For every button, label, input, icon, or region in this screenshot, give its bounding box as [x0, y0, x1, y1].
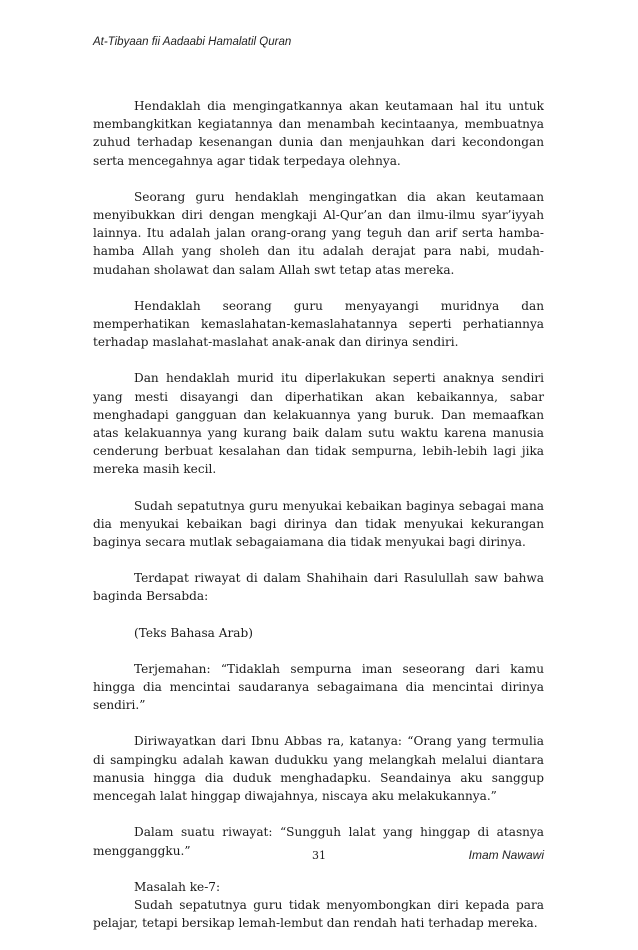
paragraph: Dan hendaklah murid itu diperlakukan seperti anaknya sendiri yang mesti disayangi dan diperhatikan akan kebaikannya, sabar menghadapi gangguan dan kelakuannya yang buruk. Dan memaafkan atas kelakuannya yang kurang baik dalam sutu waktu karena manusia cenderung berbuat kesalahan dan tidak sempurna, lebih-lebih lagi jika mereka masih kecil. — [93, 371, 544, 477]
running-head: At-Tibyaan fii Aadaabi Hamalatil Quran — [93, 36, 292, 48]
paragraph: Hendaklah seorang guru menyayangi muridnya dan memperhatikan kemaslahatan-kemaslahatannya seperti perhatiannya terhadap maslahat-maslahat anak-anak dan dirinya sendiri. — [93, 298, 544, 350]
paragraph: Terdapat riwayat di dalam Shahihain dari Rasulullah saw bahwa baginda Bersabda: — [93, 571, 544, 604]
paragraph: Seorang guru hendaklah mengingatkan dia akan keutamaan menyibukkan diri dengan mengkaji Al-Qur’an dan ilmu-ilmu syar’iyyah lainnya. Itu adalah jalan orang-orang yang teguh dan arif serta hamba-hamba Allah yang sholeh dan itu adalah derajat para nabi, mudah-mudahan sholawat dan salam Allah swt tetap atas mereka. — [93, 189, 544, 277]
paragraph: Diriwayatkan dari Ibnu Abbas ra, katanya: “Orang yang termulia di sampingku adalah kawan dudukku yang melangkah melalui diantara manusia hingga dia duduk menghadapku. Seandainya aku sanggup mencegah lalat hinggap diwajahnya, niscaya aku melakukannya.” — [93, 734, 544, 804]
page-body — [93, 97, 544, 950]
paragraph: Sudah sepatutnya guru menyukai kebaikan baginya sebagai mana dia menyukai kebaikan bagi dirinya dan tidak menyukai kekurangan baginya secara mutlak sebagaiamana dia tidak menyukai bagi dirinya. — [93, 498, 544, 550]
section-heading: Masalah ke-7: — [134, 879, 221, 894]
paragraph: Terjemahan: “Tidaklah sempurna iman seseorang dari kamu hingga dia mencintai saudaranya sebagaimana dia mencintai dirinya sendiri.” — [93, 661, 544, 713]
paragraph: Dalam suatu riwayat: “Sungguh lalat yang hinggap di atasnya mengganggku.” — [93, 825, 544, 858]
paragraph: Hendaklah dia mengingatkannya akan keutamaan hal itu untuk membangkitkan kegiatannya dan menambah kecintaanya, membuatnya zuhud terhadap kesenangan dunia dan menjauhkan dari kecondongan serta mencegahnya agar tidak terpedaya olehnya. — [93, 99, 544, 168]
footer-author: Imam Nawawi — [468, 848, 544, 862]
paragraph: Sudah sepatutnya guru tidak menyombongkan diri kepada para pelajar, tetapi bersikap lemah-lembut dan rendah hati terhadap mereka. — [93, 897, 544, 931]
arabic-text-placeholder: (Teks Bahasa Arab) — [134, 625, 253, 640]
page-number: 31 — [312, 849, 326, 862]
